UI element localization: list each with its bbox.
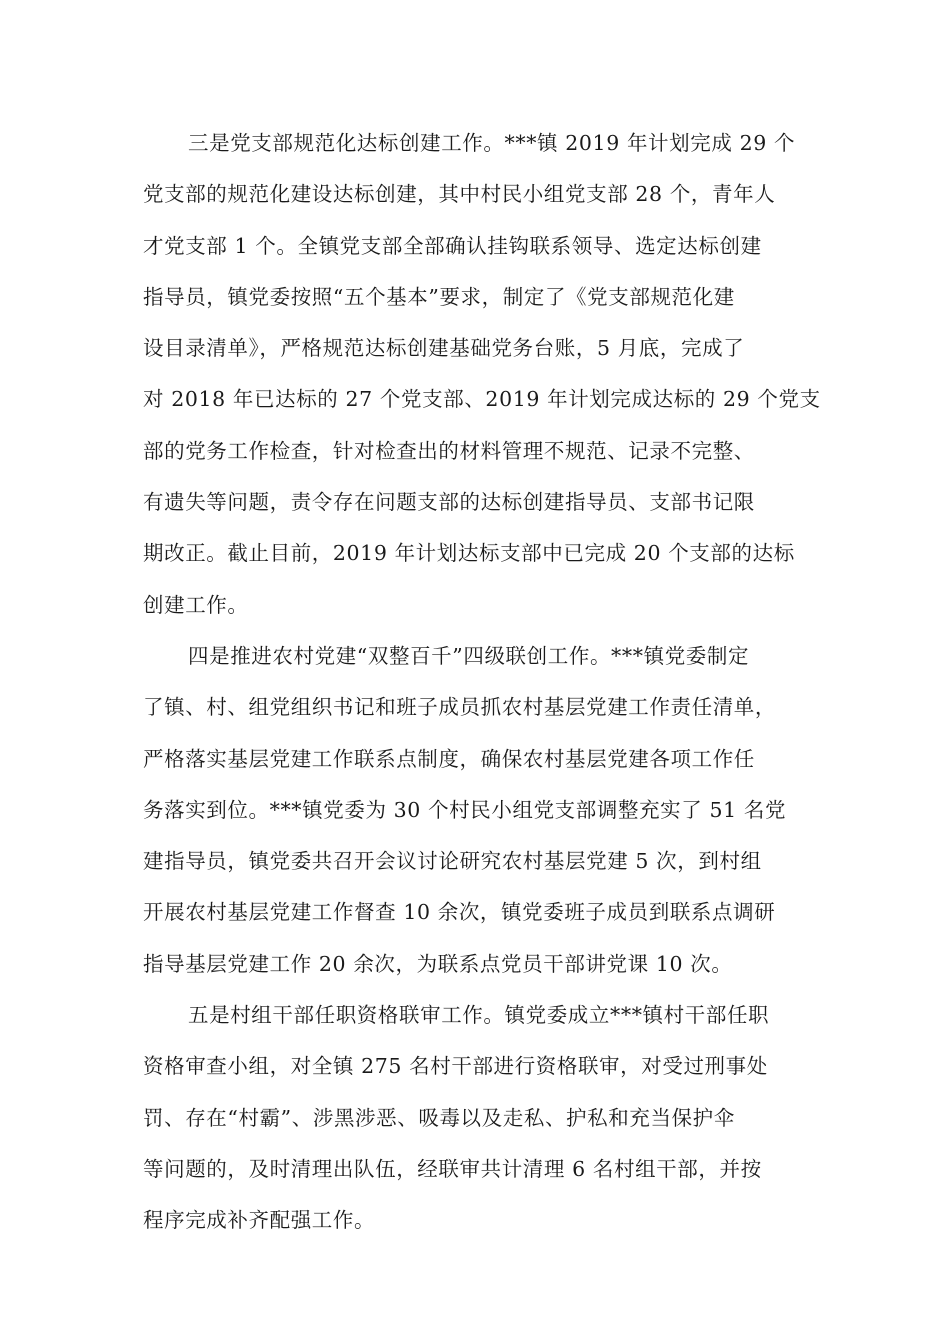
paragraph-3	[143, 118, 823, 631]
text-line: 有遗失等问题，责令存在问题支部的达标创建指导员、支部书记限	[143, 490, 755, 515]
text-line: 五是村组干部任职资格联审工作。镇党委成立***镇村干部任职	[188, 1003, 770, 1028]
text-line: 对 2018 年已达标的 27 个党支部、2019 年计划完成达标的 29 个党支	[143, 387, 821, 412]
text-line: 了镇、村、组党组织书记和班子成员抓农村基层党建工作责任清单，	[143, 695, 776, 720]
text-line: 程序完成补齐配强工作。	[143, 1208, 376, 1233]
text-line: 指导员，镇党委按照“五个基本”要求，制定了《党支部规范化建	[143, 284, 735, 309]
document-body	[143, 118, 823, 1247]
text-line: 罚、存在“村霸”、涉黑涉恶、吸毒以及走私、护私和充当保护伞	[143, 1105, 735, 1130]
text-line: 指导基层党建工作 20 余次，为联系点党员干部讲党课 10 次。	[143, 951, 733, 976]
text-line: 严格落实基层党建工作联系点制度，确保农村基层党建各项工作任	[143, 746, 755, 771]
text-line: 创建工作。	[143, 592, 249, 617]
text-line: 党支部的规范化建设达标创建，其中村民小组党支部 28 个，青年人	[143, 182, 776, 207]
text-line: 务落实到位。***镇党委为 30 个村民小组党支部调整充实了 51 名党	[143, 797, 787, 822]
text-line: 等问题的，及时清理出队伍，经联审共计清理 6 名村组干部，并按	[143, 1156, 762, 1181]
text-line: 开展农村基层党建工作督查 10 余次，镇党委班子成员到联系点调研	[143, 900, 776, 925]
text-line: 设目录清单》，严格规范达标创建基础党务台账，5 月底，完成了	[143, 336, 745, 361]
text-line: 期改正。截止目前，2019 年计划达标支部中已完成 20 个支部的达标	[143, 541, 795, 566]
paragraph-5	[143, 990, 823, 1246]
text-line: 建指导员，镇党委共召开会议讨论研究农村基层党建 5 次，到村组	[143, 849, 762, 874]
text-line: 才党支部 1 个。全镇党支部全部确认挂钩联系领导、选定达标创建	[143, 233, 762, 258]
text-line: 三是党支部规范化达标创建工作。***镇 2019 年计划完成 29 个	[188, 131, 796, 155]
text-line: 部的党务工作检查，针对检查出的材料管理不规范、记录不完整、	[143, 438, 755, 463]
text-line: 资格审查小组，对全镇 275 名村干部进行资格联审，对受过刑事处	[143, 1054, 768, 1079]
text-line: 四是推进农村党建“双整百千”四级联创工作。***镇党委制定	[188, 643, 750, 668]
paragraph-4	[143, 631, 823, 990]
